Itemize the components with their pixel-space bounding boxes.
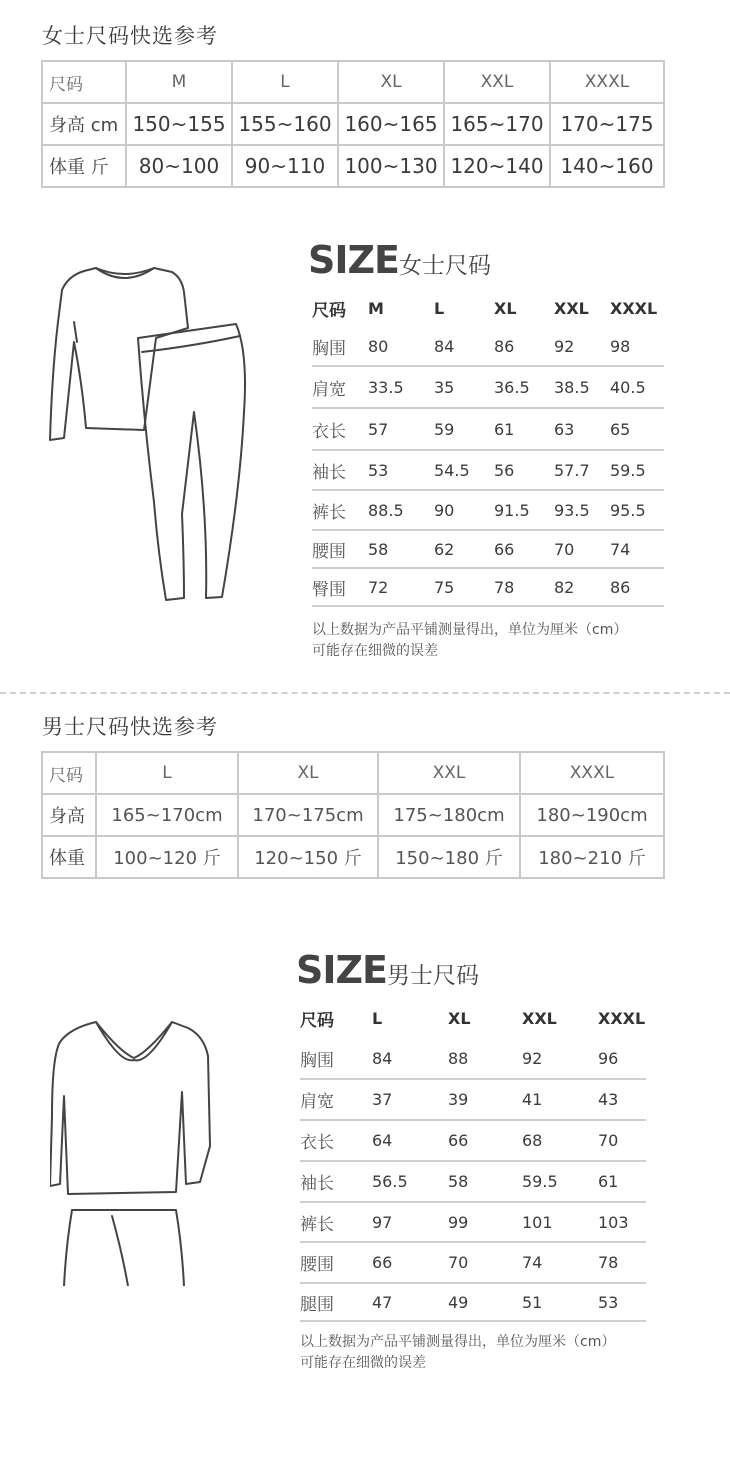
spec-row-label: 肩宽: [300, 1092, 334, 1112]
spec-cell: 63: [554, 419, 575, 439]
spec-cell: 92: [554, 336, 575, 356]
v-neck-top-and-pants-icon: [50, 1016, 220, 1286]
table-cell: 90~110: [232, 145, 338, 187]
size-heading-small: 女士尺码: [399, 253, 492, 279]
table-header-cell: XXXL: [550, 61, 664, 103]
spec-header-cell: M: [368, 298, 384, 318]
spec-row: [300, 1121, 646, 1162]
spec-cell: 74: [610, 539, 631, 559]
spec-row-label: 腿围: [300, 1294, 334, 1315]
spec-cell: 72: [368, 577, 389, 597]
spec-cell: 47: [372, 1292, 393, 1312]
men-size-heading: [296, 948, 479, 992]
table-cell: 170~175cm: [238, 794, 378, 836]
spec-row: [300, 1162, 646, 1203]
table-header-cell: L: [96, 752, 238, 794]
table-cell: 170~175: [550, 103, 664, 145]
table-header-cell: M: [126, 61, 232, 103]
spec-header-cell: L: [434, 298, 445, 318]
spec-row: [312, 367, 664, 409]
table-cell: 150~155: [126, 103, 232, 145]
table-row-label: 体重 斤: [42, 145, 126, 187]
women-spec-table: [312, 289, 664, 607]
spec-row: [312, 491, 664, 531]
spec-cell: 41: [522, 1090, 543, 1109]
spec-row-label: 腰围: [300, 1255, 334, 1275]
spec-cell: 56: [494, 460, 515, 480]
table-row-label: 身高 cm: [42, 103, 126, 145]
men-quick-table: [41, 751, 665, 879]
spec-cell: 91.5: [494, 500, 530, 520]
spec-row-label: 袖长: [312, 462, 346, 483]
table-header-cell: 尺码: [42, 61, 126, 103]
spec-cell: 61: [598, 1172, 619, 1191]
table-header-cell: XL: [238, 752, 378, 794]
spec-cell: 37: [372, 1090, 393, 1109]
spec-header-row: [312, 289, 664, 327]
spec-row: [312, 569, 664, 607]
spec-row: [300, 1203, 646, 1243]
spec-header-cell: 尺码: [312, 300, 346, 321]
women-size-heading: [308, 238, 491, 282]
table-header-cell: XXXL: [520, 752, 664, 794]
spec-row: [312, 531, 664, 569]
spec-cell: 90: [434, 500, 455, 520]
size-heading-small: 男士尺码: [387, 963, 480, 989]
table-header-cell: 尺码: [42, 752, 96, 794]
table-cell: 100~120 斤: [96, 836, 238, 878]
spec-cell: 59: [434, 419, 455, 439]
spec-header-cell: XXXL: [610, 298, 658, 318]
table-row: [42, 103, 664, 145]
spec-cell: 70: [554, 539, 575, 559]
spec-header-cell: XL: [494, 298, 517, 318]
spec-cell: 99: [448, 1212, 469, 1232]
spec-cell: 68: [522, 1131, 543, 1150]
spec-row-label: 袖长: [300, 1174, 334, 1194]
note-line: 可能存在细微的误差: [312, 643, 438, 659]
table-row-label: 身高: [42, 794, 96, 836]
spec-cell: 70: [598, 1131, 619, 1150]
spec-cell: 56.5: [372, 1172, 408, 1191]
note-line: 可能存在细微的误差: [300, 1355, 426, 1371]
spec-row: [312, 409, 664, 451]
spec-row: [312, 451, 664, 491]
spec-cell: 78: [494, 577, 515, 597]
size-heading-big: SIZE: [296, 948, 388, 992]
men-measurement-note: [300, 1332, 615, 1374]
spec-cell: 82: [554, 577, 575, 597]
spec-cell: 74: [522, 1253, 543, 1272]
table-cell: 155~160: [232, 103, 338, 145]
spec-cell: 59.5: [522, 1172, 558, 1191]
spec-cell: 59.5: [610, 460, 646, 480]
table-cell: 160~165: [338, 103, 444, 145]
men-quick-title: 男士尺码快选参考: [42, 715, 218, 739]
spec-cell: 95.5: [610, 500, 646, 520]
spec-cell: 39: [448, 1090, 469, 1109]
table-header-cell: L: [232, 61, 338, 103]
size-heading-big: SIZE: [308, 238, 400, 282]
spec-cell: 62: [434, 539, 455, 559]
spec-header-cell: XXL: [522, 1008, 557, 1028]
spec-cell: 58: [448, 1172, 469, 1191]
spec-cell: 38.5: [554, 377, 590, 397]
spec-cell: 97: [372, 1212, 393, 1232]
spec-cell: 84: [434, 336, 455, 356]
spec-header-cell: XXXL: [598, 1008, 646, 1028]
spec-row-label: 衣长: [300, 1133, 334, 1153]
spec-cell: 66: [494, 539, 515, 559]
note-line: 以上数据为产品平铺测量得出，单位为厘米（cm）: [312, 622, 628, 638]
table-row: [42, 145, 664, 187]
table-header-row: [42, 61, 664, 103]
table-header-cell: XXL: [444, 61, 550, 103]
spec-row-label: 衣长: [312, 421, 346, 442]
spec-row: [300, 1284, 646, 1322]
spec-cell: 70: [448, 1253, 469, 1272]
section-divider: [0, 692, 730, 694]
spec-cell: 53: [598, 1292, 619, 1312]
spec-row-label: 裤长: [300, 1214, 334, 1235]
spec-cell: 101: [522, 1212, 553, 1232]
note-line: 以上数据为产品平铺测量得出，单位为厘米（cm）: [300, 1334, 616, 1350]
spec-cell: 57.7: [554, 460, 590, 480]
spec-row-label: 臀围: [312, 579, 346, 600]
spec-header-cell: XXL: [554, 298, 589, 318]
spec-cell: 103: [598, 1212, 629, 1232]
spec-header-cell: XL: [448, 1008, 471, 1028]
spec-row: [300, 1243, 646, 1284]
spec-cell: 65: [610, 419, 631, 439]
table-cell: 165~170: [444, 103, 550, 145]
spec-header-row: [300, 998, 646, 1038]
spec-cell: 54.5: [434, 460, 470, 480]
spec-cell: 35: [434, 377, 455, 397]
spec-cell: 61: [494, 419, 515, 439]
table-cell: 175~180cm: [378, 794, 520, 836]
spec-cell: 78: [598, 1253, 619, 1272]
spec-cell: 92: [522, 1048, 543, 1068]
women-quick-title: 女士尺码快选参考: [42, 24, 218, 48]
spec-cell: 75: [434, 577, 455, 597]
spec-row: [300, 1038, 646, 1080]
table-cell: 120~140: [444, 145, 550, 187]
women-quick-table: [41, 60, 665, 188]
spec-cell: 96: [598, 1048, 619, 1068]
table-header-cell: XL: [338, 61, 444, 103]
spec-cell: 80: [368, 336, 389, 356]
table-cell: 100~130: [338, 145, 444, 187]
table-cell: 80~100: [126, 145, 232, 187]
spec-cell: 86: [494, 336, 515, 356]
spec-row-label: 胸围: [300, 1050, 334, 1071]
table-header-cell: XXL: [378, 752, 520, 794]
spec-row-label: 裤长: [312, 502, 346, 523]
spec-cell: 88.5: [368, 500, 404, 520]
spec-cell: 51: [522, 1292, 543, 1312]
spec-cell: 98: [610, 336, 631, 356]
spec-cell: 64: [372, 1131, 393, 1150]
spec-cell: 86: [610, 577, 631, 597]
spec-cell: 53: [368, 460, 389, 480]
spec-cell: 33.5: [368, 377, 404, 397]
table-row: [42, 794, 664, 836]
spec-cell: 88: [448, 1048, 469, 1068]
spec-row: [300, 1080, 646, 1121]
table-cell: 140~160: [550, 145, 664, 187]
spec-header-cell: 尺码: [300, 1010, 334, 1031]
men-spec-table: [300, 998, 646, 1322]
table-cell: 180~210 斤: [520, 836, 664, 878]
table-row: [42, 836, 664, 878]
table-cell: 180~190cm: [520, 794, 664, 836]
table-row-label: 体重: [42, 836, 96, 878]
round-neck-top-and-leggings-icon: [44, 262, 254, 607]
spec-cell: 49: [448, 1292, 469, 1312]
spec-cell: 40.5: [610, 377, 646, 397]
spec-row: [312, 327, 664, 367]
table-header-row: [42, 752, 664, 794]
spec-row-label: 肩宽: [312, 379, 346, 400]
spec-cell: 36.5: [494, 377, 530, 397]
spec-cell: 66: [448, 1131, 469, 1150]
spec-cell: 84: [372, 1048, 393, 1068]
table-cell: 120~150 斤: [238, 836, 378, 878]
table-cell: 150~180 斤: [378, 836, 520, 878]
spec-row-label: 胸围: [312, 338, 346, 359]
spec-cell: 43: [598, 1090, 619, 1109]
spec-cell: 93.5: [554, 500, 590, 520]
spec-cell: 66: [372, 1253, 393, 1272]
spec-row-label: 腰围: [312, 541, 346, 562]
spec-header-cell: L: [372, 1008, 383, 1028]
table-cell: 165~170cm: [96, 794, 238, 836]
spec-cell: 58: [368, 539, 389, 559]
women-measurement-note: [312, 620, 627, 662]
spec-cell: 57: [368, 419, 389, 439]
